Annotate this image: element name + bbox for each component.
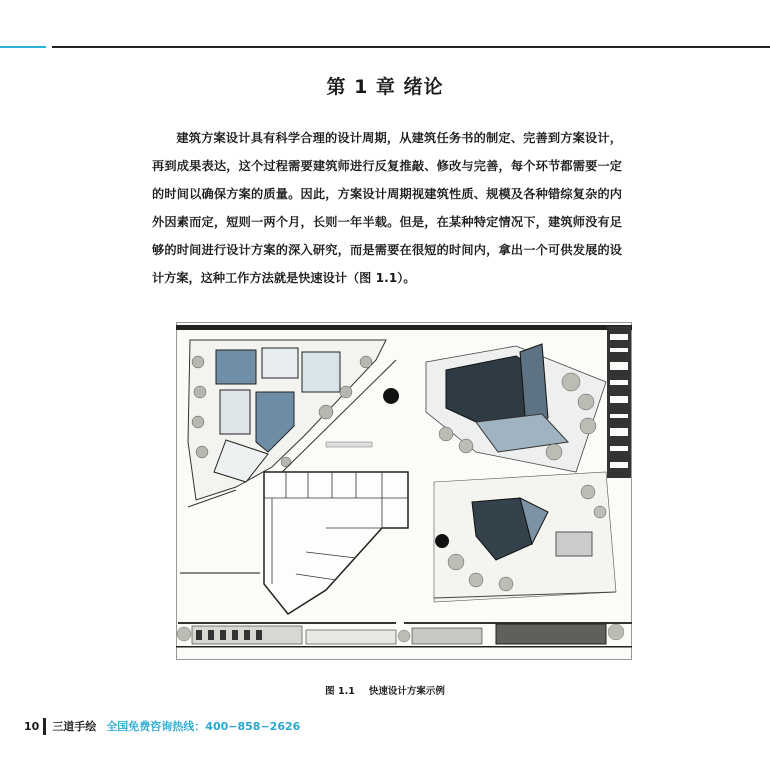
figure-architectural-sketch [176,322,632,660]
body-paragraph: 建筑方案设计具有科学合理的设计周期，从建筑任务书的制定、完善到方案设计，再到成果表达，这个过程需要建筑师进行反复推敲、修改与完善，每个环节都需要一定的时间以确保方案的质量。因此，方案设计周期视建筑性质、规模及各种错综复杂的内外因素而定，短则一两个月，长则一年半载。但是，在某种特定情况下，建筑师没有足够的时间进行设计方案的深入研究，而是需要在很短的时间内，拿出一个可供发展的设计方案，这种工作方法就是快速设计（图 1.1）。 [152,131,622,285]
page-footer [24,717,300,735]
page-number: 10 [24,719,40,733]
chapter-title: 第 1 章 绪论 [326,76,444,98]
footer-separator [43,718,46,735]
roof-plan-drawing [434,472,616,602]
figure-caption [0,683,770,697]
title-block-art [607,326,631,478]
header-accent-line [0,46,46,48]
hotline-text: 全国免费咨询热线：400−858−2626 [106,720,301,733]
figure-number: 图 1.1 [325,686,355,697]
brand-name: 三道手绘 [52,720,97,733]
header-rule [52,46,770,48]
figure-caption-text: 快速设计方案示例 [368,686,445,697]
